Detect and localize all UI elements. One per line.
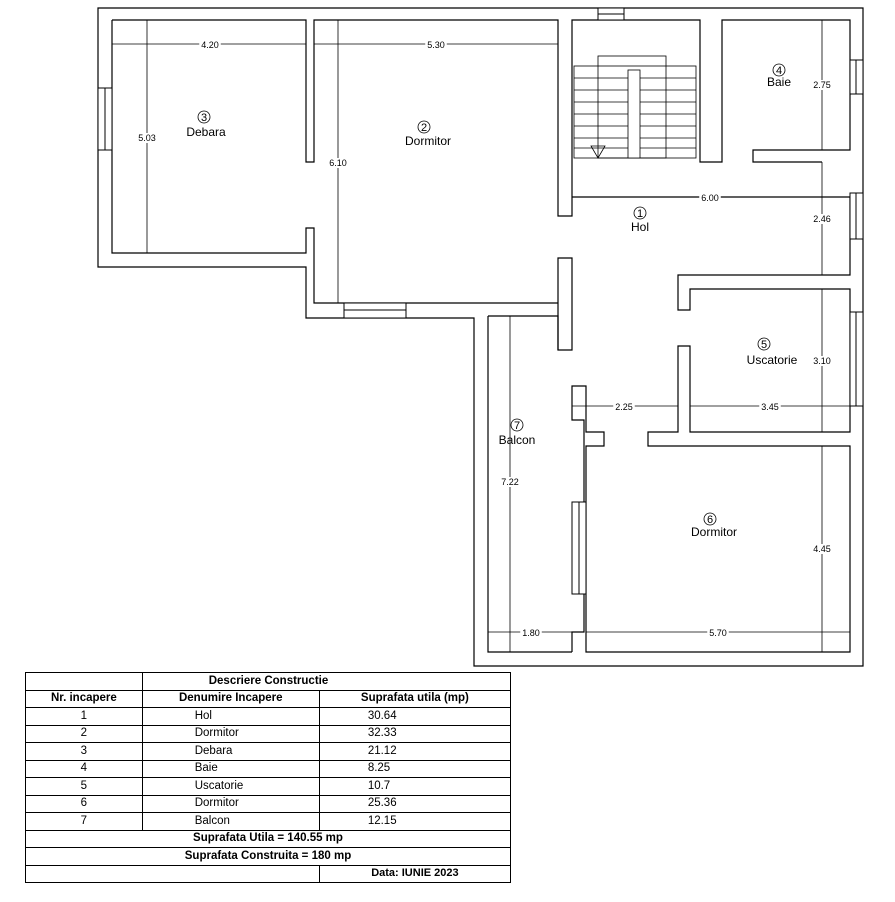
- table-header-row: [26, 690, 511, 708]
- table-row: [26, 725, 511, 743]
- dim-label: 3.10: [813, 356, 831, 366]
- room-name: Dormitor: [404, 134, 452, 148]
- table-title: Descriere Constructie: [142, 673, 510, 691]
- room-number: 3: [200, 112, 208, 124]
- cell-nr: 3: [26, 743, 143, 761]
- room-name: Balcon: [498, 433, 536, 447]
- dim-label: 7.22: [501, 477, 519, 487]
- dim-label: 2.75: [813, 80, 831, 90]
- dim-label: 3.45: [761, 402, 779, 412]
- cell-name: Dormitor: [142, 795, 319, 813]
- cell-nr: 2: [26, 725, 143, 743]
- dim-label: 4.45: [813, 544, 831, 554]
- cell-nr: 6: [26, 795, 143, 813]
- cell-name: Balcon: [142, 813, 319, 831]
- room-number: 6: [706, 514, 714, 526]
- table-row: [26, 795, 511, 813]
- room-number: 1: [636, 208, 644, 220]
- header-nr: Nr. incapere: [26, 690, 143, 708]
- cell-area: 25.36: [319, 795, 510, 813]
- cell-area: 32.33: [319, 725, 510, 743]
- cell-nr: 4: [26, 760, 143, 778]
- cell-area: 30.64: [319, 708, 510, 726]
- room-number: 7: [513, 420, 521, 432]
- dim-label: 5.30: [427, 40, 445, 50]
- walls: [98, 8, 863, 666]
- staircase: [574, 56, 696, 158]
- total-util-row: [26, 830, 511, 848]
- cell-name: Debara: [142, 743, 319, 761]
- table-row: [26, 813, 511, 831]
- cell-area: 21.12: [319, 743, 510, 761]
- table-row: [26, 708, 511, 726]
- room-number: 4: [775, 65, 783, 77]
- dim-label: 2.25: [615, 402, 633, 412]
- dim-label: 5.70: [709, 628, 727, 638]
- dimension-label-backing: [136, 40, 833, 638]
- dim-label: 4.20: [201, 40, 219, 50]
- dim-label: 1.80: [522, 628, 540, 638]
- room-labels: [186, 64, 797, 539]
- room-name: Uscatorie: [746, 353, 798, 367]
- cell-area: 8.25: [319, 760, 510, 778]
- total-built: Suprafata Construita = 180 mp: [26, 848, 511, 866]
- dimension-lines: [112, 20, 850, 652]
- dim-label: 6.10: [329, 158, 347, 168]
- cell-area: 10.7: [319, 778, 510, 796]
- room-number: 5: [760, 339, 768, 351]
- construction-table: [25, 672, 511, 883]
- cell-name: Hol: [142, 708, 319, 726]
- dim-label: 6.00: [701, 193, 719, 203]
- header-name: Denumire Incapere: [142, 690, 319, 708]
- windows: [98, 8, 863, 594]
- cell-nr: 7: [26, 813, 143, 831]
- cell-nr: 1: [26, 708, 143, 726]
- cell-name: Baie: [142, 760, 319, 778]
- cell-area: 12.15: [319, 813, 510, 831]
- header-area: Suprafata utila (mp): [319, 690, 510, 708]
- room-name: Debara: [186, 125, 226, 139]
- table-row: [26, 778, 511, 796]
- room-name: Baie: [766, 75, 792, 89]
- total-built-row: [26, 848, 511, 866]
- room-name: Hol: [630, 220, 650, 234]
- table-row: [26, 743, 511, 761]
- date-label: Data: IUNIE 2023: [319, 865, 510, 883]
- dimension-labels: [138, 40, 831, 638]
- cell-name: Uscatorie: [142, 778, 319, 796]
- dim-label: 5.03: [138, 133, 156, 143]
- cell-nr: 5: [26, 778, 143, 796]
- room-number: 2: [420, 122, 428, 134]
- dim-label: 2.46: [813, 214, 831, 224]
- total-util: Suprafata Utila = 140.55 mp: [26, 830, 511, 848]
- date-row: [26, 865, 511, 883]
- table-row: [26, 760, 511, 778]
- cell-name: Dormitor: [142, 725, 319, 743]
- room-name: Dormitor: [690, 525, 738, 539]
- table-title-row: [26, 673, 511, 691]
